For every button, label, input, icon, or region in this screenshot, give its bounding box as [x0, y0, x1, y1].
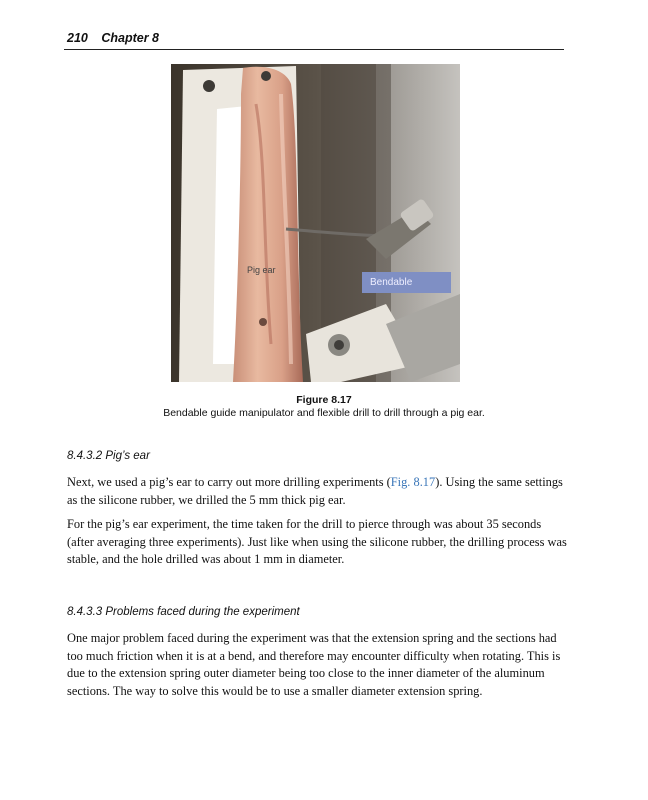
paragraph-text: Next, we used a pig’s ear to carry out more drilling experiments (	[67, 475, 391, 489]
chapter-title: Chapter 8	[101, 31, 159, 45]
section-heading-pigs-ear: 8.4.3.2 Pig’s ear	[67, 450, 150, 462]
bendable-label: Bendable	[362, 272, 451, 293]
paragraph-text: ). Using the same settings as the silicone rubber, we drilled the 5 mm thick pig ear.	[67, 475, 563, 507]
pig-ear-label: Pig ear	[247, 265, 276, 275]
running-head	[67, 31, 159, 45]
page-number: 210	[67, 31, 88, 45]
paragraph	[67, 474, 567, 509]
figure-photo	[171, 64, 460, 382]
section-heading-problems: 8.4.3.3 Problems faced during the experiment	[67, 606, 300, 618]
header-rule	[64, 49, 564, 50]
paragraph: For the pig’s ear experiment, the time taken for the drill to pierce through was about 35 seconds (after averaging three experiments). Just like when using the silicone rubber, the drilling process was stable, and the hole drilled was about 1 mm in diameter.	[67, 517, 567, 567]
figure-caption: Bendable guide manipulator and flexible drill to drill through a pig ear.	[163, 407, 485, 419]
paragraph: One major problem faced during the experiment was that the extension spring and the sections had too much friction when it is at a bend, and therefore may encounter difficulty when rotating. This is due to the extension spring outer diameter being too close to the inner diameter of the aluminum sections. The way to solve this would be to use a smaller diameter extension spring.	[67, 631, 561, 698]
figure-title: Figure 8.17	[296, 394, 352, 406]
photo-illustration	[171, 64, 460, 382]
figure-link[interactable]: Fig. 8.17	[390, 475, 436, 489]
